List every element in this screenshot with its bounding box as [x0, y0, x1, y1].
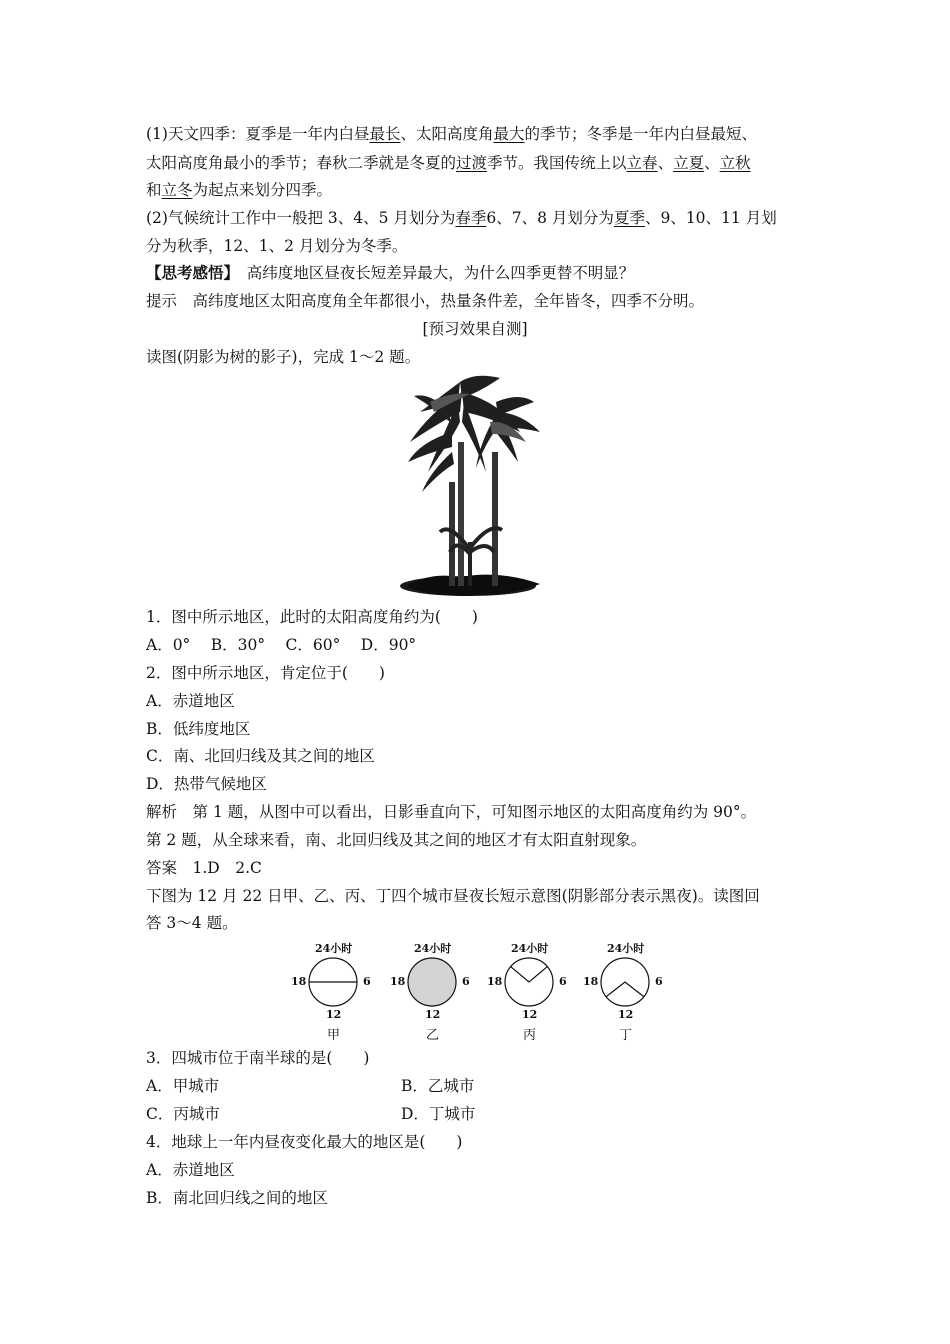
q1-stem: 1．图中所示地区，此时的太阳高度角约为( ) [146, 608, 478, 626]
answer-label: 答案 [146, 859, 178, 877]
underlined-answer: 立冬 [161, 181, 193, 199]
clock-top-label: 24小时 [315, 942, 353, 955]
intro2-line2: 答 3～4 题。 [146, 914, 238, 932]
clock-甲 [288, 940, 378, 1043]
clock-left-label: 18 [390, 975, 406, 988]
intro-p1-line2 [146, 153, 751, 173]
clock-bottom-label: 12 [425, 1008, 441, 1021]
clock-bottom-label: 12 [618, 1008, 634, 1021]
intro-p1-line3 [146, 180, 332, 200]
think-question [146, 263, 634, 283]
clock-top-label: 24小时 [414, 942, 452, 955]
clock-bottom-label: 12 [326, 1008, 342, 1021]
q2-option-c: C．南、北回归线及其之间的地区 [146, 747, 375, 765]
city-name: 丙 [523, 1028, 537, 1043]
palm-trees-figure [400, 372, 550, 600]
underlined-answer: 立春 [626, 154, 658, 172]
palm-fronds [408, 376, 540, 492]
analysis-line2: 第 2 题，从全球来看，南、北回归线及其之间的地区才有太阳直射现象。 [146, 831, 647, 849]
q1-options: A．0° B．30° C．60° D．90° [146, 636, 417, 654]
city-name: 乙 [426, 1028, 440, 1043]
q2-option-d: D．热带气候地区 [146, 775, 267, 793]
section-title: [预习效果自测] [422, 320, 528, 338]
city-name: 丁 [619, 1028, 633, 1043]
q2-option-a: A．赤道地区 [146, 692, 235, 710]
analysis-text: 第 1 题，从图中可以看出，日影垂直向下，可知图示地区的太阳高度角约为 90°。 [177, 803, 757, 821]
answer-line [146, 858, 262, 878]
analysis-line1 [146, 802, 756, 822]
clock-left-label: 18 [291, 975, 307, 988]
text: (1)天文四季：夏季是一年内白昼 [146, 125, 370, 143]
text: 6、7、8 月划分为 [486, 209, 614, 227]
q3-stem: 3．四城市位于南半球的是( ) [146, 1049, 370, 1067]
intro-p1-line1 [146, 124, 757, 144]
hint-label: 提示 [146, 292, 178, 310]
intro2-line1: 下图为 12 月 22 日甲、乙、丙、丁四个城市昼夜长短示意图(阴影部分表示黑夜)。读图回 [146, 887, 760, 905]
underlined-answer: 最长 [369, 125, 401, 143]
underlined-answer: 最大 [493, 125, 525, 143]
clock-right-label: 6 [655, 975, 663, 988]
intro-p2-line1 [146, 208, 777, 228]
text: 、 [704, 154, 720, 172]
clock-乙 [387, 940, 477, 1043]
think-tag: 【思考感悟】 [146, 263, 232, 282]
trunk [458, 442, 464, 586]
text: 和 [146, 181, 162, 199]
analysis-label: 解析 [146, 803, 178, 821]
q4-option-a: A．赤道地区 [146, 1161, 235, 1179]
underlined-answer: 立秋 [719, 154, 751, 172]
q3-option-c: C．丙城市 [146, 1105, 220, 1123]
text: 季节。我国传统上以 [487, 154, 627, 172]
q4-option-b: B．南北回归线之间的地区 [146, 1189, 328, 1207]
text: 、太阳高度角 [400, 125, 494, 143]
clock-right-label: 6 [559, 975, 567, 988]
text: (2)气候统计工作中一般把 3、4、5 月划分为 [146, 209, 456, 227]
clock-right-label: 6 [462, 975, 470, 988]
text: 、9、10、11 月划 [644, 209, 777, 227]
think-hint [146, 291, 704, 311]
underlined-answer: 过渡 [456, 154, 488, 172]
read-figure-instruction: 读图(阴影为树的影子)，完成 1～2 题。 [146, 348, 421, 366]
think-question-text: 高纬度地区昼夜长短差异最大，为什么四季更替不明显？ [231, 264, 635, 282]
clock-left-label: 18 [583, 975, 599, 988]
trunk [492, 452, 498, 586]
city-name: 甲 [327, 1028, 341, 1043]
q4-stem: 4．地球上一年内昼夜变化最大的地区是( ) [146, 1133, 463, 1151]
q3-option-a: A．甲城市 [146, 1077, 220, 1095]
clock-top-label: 24小时 [607, 942, 645, 955]
clock-circle [408, 958, 456, 1006]
clock-丁 [580, 940, 670, 1043]
underlined-answer: 立夏 [673, 154, 705, 172]
intro-p2-line2: 分为秋季，12、1、2 月划分为冬季。 [146, 237, 408, 255]
answer-text: 1.D 2.C [177, 859, 262, 877]
text: 的季节；冬季是一年内白昼最短、 [524, 125, 758, 143]
hint-text: 高纬度地区太阳高度角全年都很小，热量条件差，全年皆冬，四季不分明。 [177, 292, 705, 310]
clock-top-label: 24小时 [511, 942, 549, 955]
q2-stem: 2．图中所示地区，肯定位于( ) [146, 664, 385, 682]
clock-left-label: 18 [487, 975, 503, 988]
underlined-answer: 夏季 [613, 209, 645, 227]
q3-option-b: B．乙城市 [401, 1077, 475, 1095]
clock-丙 [484, 940, 574, 1043]
clock-right-label: 6 [363, 975, 371, 988]
text: 为起点来划分四季。 [192, 181, 333, 199]
underlined-answer: 春季 [455, 209, 487, 227]
text: 、 [657, 154, 674, 172]
q2-option-b: B．低纬度地区 [146, 720, 251, 738]
q3-option-d: D．丁城市 [401, 1105, 476, 1123]
text: 太阳高度角最小的季节；春秋二季就是冬夏的 [146, 154, 457, 172]
clock-bottom-label: 12 [522, 1008, 538, 1021]
